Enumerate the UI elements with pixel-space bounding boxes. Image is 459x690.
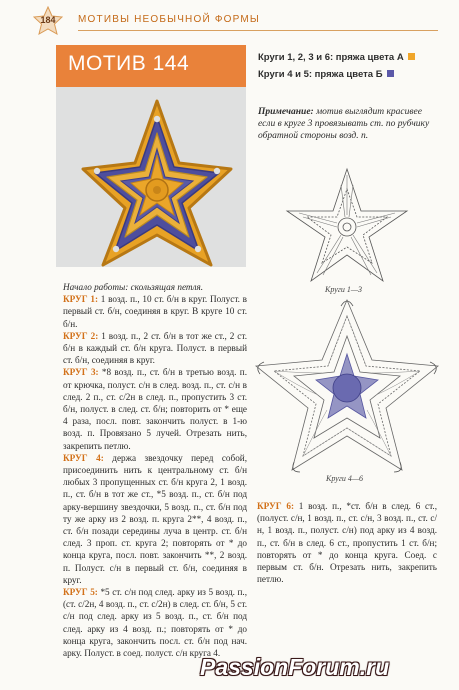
motif-title-banner <box>56 45 246 87</box>
note-label: Примечание: <box>258 107 314 117</box>
note <box>258 106 438 142</box>
yarn-color-b-label: Круги 4 и 5: пряжа цвета Б <box>258 69 383 80</box>
start-instruction: Начало работы: скользящая петля. <box>63 282 204 292</box>
diagram1-caption: Круги 1—3 <box>325 285 362 294</box>
watermark: PassionForum.ru <box>200 654 390 680</box>
yarn-color-b <box>258 69 394 80</box>
instructions-left-column <box>63 281 247 659</box>
round-6-text: 1 возд. п., *ст. б/н в след. 6 ст., (полуст. с/н, 1 возд. п., ст. с/н, 3 возд. п., ст. с/н, 1 возд. п., полуст. с/н) под арку из 4 возд. п., ст. б/н в след. 6 ст., пропустить 1 ст. б/н; повторять от * до конца круга. Соед. с первым ст. б/н. Отрезать нить, закрепить петлю. <box>257 501 437 585</box>
round-2-label: КРУГ 2: <box>63 330 99 341</box>
header-divider <box>78 30 438 31</box>
instructions-right-column <box>257 500 437 585</box>
yarn-color-a-label: Круги 1, 2, 3 и 6: пряжа цвета А <box>258 52 404 63</box>
round-3-label: КРУГ 3: <box>63 367 99 378</box>
motif-title: МОТИВ 144 <box>68 52 190 75</box>
page-number: 184 <box>40 15 56 25</box>
note-text: мотив выглядит красивее если в круге 3 провязывать ст. по рубчику обратной стороны возд. п. <box>258 107 430 141</box>
section-title: МОТИВЫ НЕОБЫЧНОЙ ФОРМЫ <box>78 14 260 25</box>
yarn-color-a <box>258 52 415 63</box>
round-5-text: *5 ст. с/н под след. арку из 5 возд. п., (ст. с/2н, 4 возд. п., ст. с/2н) в след. ст. б/н, 5 ст. с/н под след. арку из 5 возд. п., ст. б/н под след. арку из 4 возд. п.; повторять от * до конца круга, закончить посл. ст. б/н под нач. арку. Полуст. в соед. полуст. с/н круга 4. <box>63 587 248 659</box>
round-2-text: 1 возд. п., 2 ст. б/н в тот же ст., 2 ст. б/н в каждый ст. б/н круга. Полуст. в первый ст. б/н, соединяя в круг. <box>63 330 248 366</box>
diagram-rounds-4-6 <box>252 296 442 474</box>
round-1-text: 1 возд. п., 10 ст. б/н в круг. Полуст. в первый ст. б/н, соединяя в круг. В круге 10 ст. б/н. <box>63 294 248 329</box>
diagram2-caption: Круги 4—6 <box>326 474 363 483</box>
round-3-text: *8 возд. п., ст. б/н в третью возд. п. от крючка, полуст. с/н в след. возд. п., ст. с/н в след. 2 п., ст. с/2н в след. п., пропустить 3 ст. б/н, полуст. в след. ст. б/н; повторить от * еще 4 раза, посл. повт. закончить полуст. в 1-ю возд. п. Провязано 5 лучей. Отрезать нить, закрепить петлю. <box>63 367 247 451</box>
color-a-swatch <box>408 53 415 60</box>
diagram-rounds-1-3 <box>283 165 411 285</box>
round-4-label: КРУГ 4: <box>63 452 104 463</box>
round-5-label: КРУГ 5: <box>63 587 98 598</box>
color-b-swatch <box>387 70 394 77</box>
round-6-label: КРУГ 6: <box>257 501 295 511</box>
crochet-star-photo <box>81 97 233 269</box>
round-1-label: КРУГ 1: <box>63 294 99 305</box>
round-4-text: держа звездочку перед собой, присоединить нить к центральному ст. б/н любых 3 пропущенных ст. б/н круга 2, 1 возд. п., ст. б/н в тот же ст., *5 возд. п., ст. б/н под арку-вершину звездочки, 5 возд. п., ст. б/н под ту же арку из 2 возд. п. круга 2**, 4 возд. п., ст. б/н позади середины луча в центр. ст. б/н след. 3 проп. ст. круга 2; повторять от * до конца круга, посл. повт. закончить **, 2 возд. п. Полуст. с/н в первый ст. б/н, соединяя в круг. <box>63 452 247 585</box>
